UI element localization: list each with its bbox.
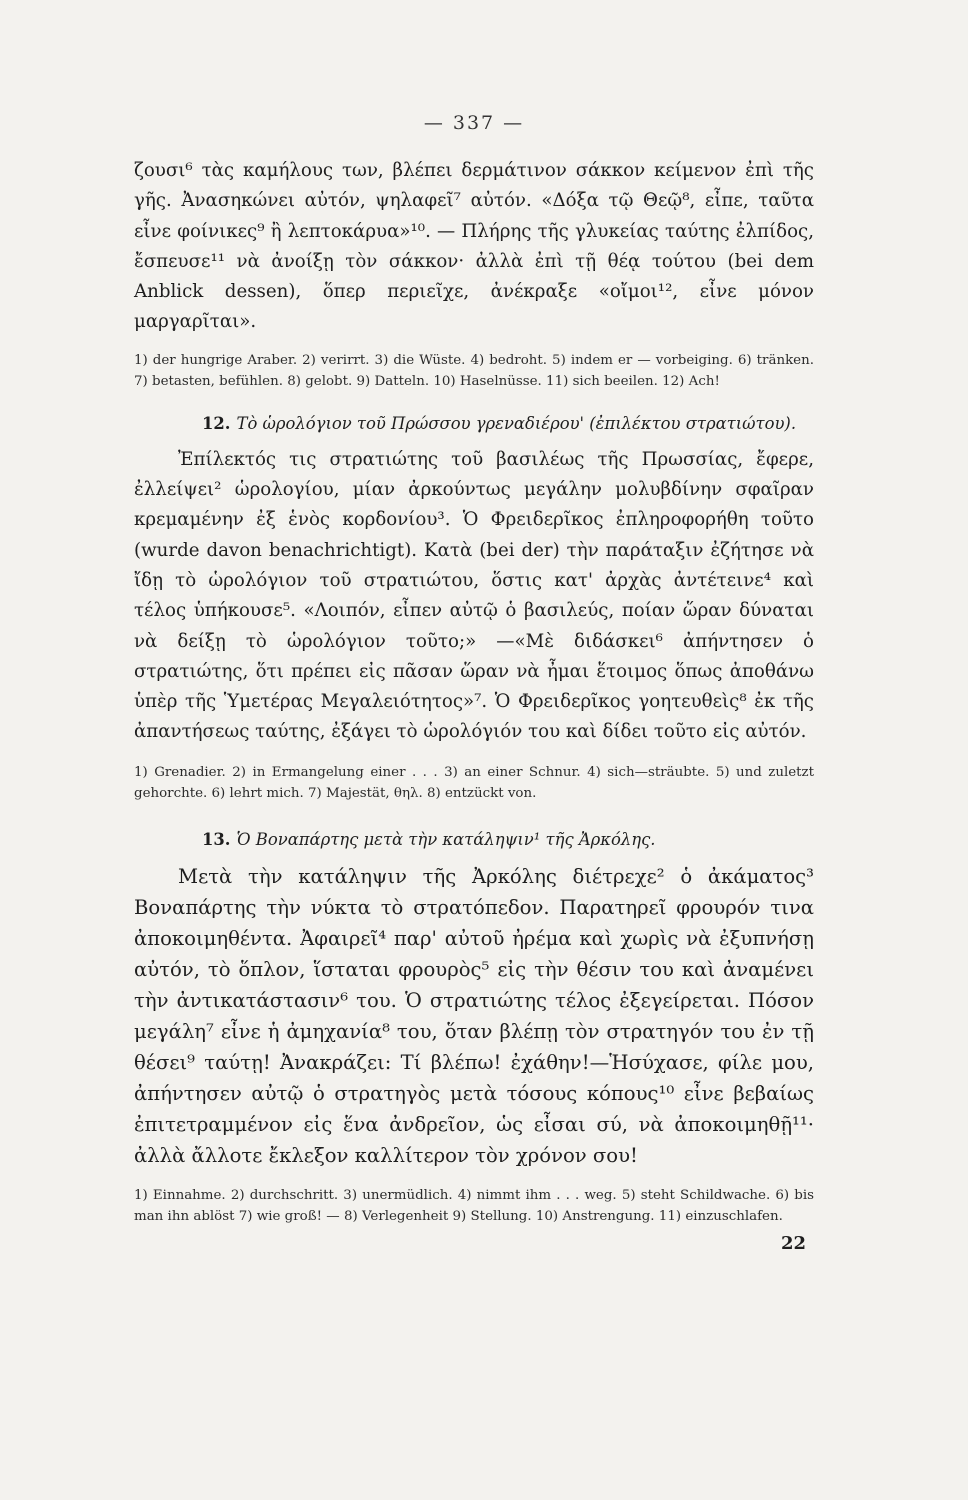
page-number: 22 (780, 1232, 806, 1254)
page-header: — 337 — (423, 112, 525, 134)
paragraph-section-12: Ἐπίλεκτός τις στρατιώτης τοῦ βασιλέως τῆς Πρωσσίας, ἔφερε, ἐλλείψει² ὡρολογίου, μίαν ἀρκούντως μεγάλην μολυβδίνην σφαῖραν κρεμαμένην ἐξ ἑνὸς κορδονίου³. Ὁ Φρειδερῖκος ἐπληροφορήθη τοῦτο (wurde davon benachrichtigt). Κατὰ (bei der) τὴν παράταξιν ἐζήτησε νὰ ἴδῃ τὸ ὡρολόγιον τοῦ στρατιώτου, ὅστις κατ' ἀρχὰς ἀντέτεινε⁴ καὶ τέλος ὑπήκουσε⁵. «Λοιπόν, εἶπεν αὐτῷ ὁ βασιλεύς, ποίαν ὥραν δύναται νὰ δείξῃ τὸ ὡρολόγιον τοῦτο;» —«Μὲ διδάσκει⁶ ἀπήντησεν ὁ στρατιώτης, ὅτι πρέπει εἰς πᾶσαν ὥραν νὰ ἦμαι ἕτοιμος ὅπως ἀποθάνω ὑπὲρ τῆς Ὑμετέρας Μεγαλειότητος»⁷. Ὁ Φρειδερῖκος γοητευθεὶς⁸ ἐκ τῆς ἀπαντήσεως ταύτης, ἐξάγει τὸ ὡρολόγιόν του καὶ δίδει τοῦτο εἰς αὐτόν. (134, 448, 814, 743)
footnotes-section-13: 1) Einnahme. 2) durchschritt. 3) unermüdlich. 4) nimmt ihm . . . weg. 5) steht Schildwache. 6) bis man ihn ablöst 7) wie groß! — 8) Verlegenheit 9) Stellung. 10) Anstrengung. 11) einzuschlafen. (134, 1187, 814, 1224)
section-12-title (134, 414, 814, 433)
footnotes-section-12: 1) Grenadier. 2) in Ermangelung einer . . . 3) an einer Schnur. 4) sich—sträubte. 5) und zuletzt gehorchte. 6) lehrt mich. 7) Majestät, θηλ. 8) entzückt von. (134, 764, 814, 801)
section-13-heading: Ὁ Βοναπάρτης μετὰ τὴν κατάληψιν¹ τῆς Ἀρκόλης. (236, 829, 656, 849)
section-13-number: 13. (202, 829, 231, 849)
section-12-number: 12. (202, 413, 231, 433)
section-12-heading: Τὸ ὡρολόγιον τοῦ Πρώσσου γρεναδιέρου' (ἐπιλέκτου στρατιώτου). (236, 413, 797, 433)
footnotes-section-11: 1) der hungrige Araber. 2) verirrt. 3) die Wüste. 4) bedroht. 5) indem er — vorbeiging. 6) tränken. 7) betasten, befühlen. 8) gelobt. 9) Datteln. 10) Haselnüsse. 11) sich beeilen. 12) Ach! (134, 352, 814, 389)
section-13-title (134, 830, 814, 849)
book-page (134, 112, 814, 1254)
paragraph-section-13: Μετὰ τὴν κατάληψιν τῆς Ἀρκόλης διέτρεχε² ὁ ἀκάματος³ Βοναπάρτης τὴν νύκτα τὸ στρατόπεδον. Παρατηρεῖ φρουρόν τινα ἀποκοιμηθέντα. Ἀφαιρεῖ⁴ παρ' αὐτοῦ ἠρέμα καὶ χωρὶς νὰ ἐξυπνήσῃ αὐτόν, τὸ ὅπλον, ἵσταται φρουρὸς⁵ εἰς τὴν θέσιν του καὶ ἀναμένει τὴν ἀντικατάστασιν⁶ του. Ὁ στρατιώτης τέλος ἐξεγείρεται. Πόσον μεγάλη⁷ εἶνε ἡ ἀμηχανία⁸ του, ὅταν βλέπῃ τὸν στρατηγόν του ἐν τῇ θέσει⁹ ταύτῃ! Ἀνακράζει: Τί βλέπω! ἐχάθην!—Ἡσύχασε, φίλε μου, ἀπήντησεν αὐτῷ ὁ στρατηγὸς μετὰ τόσους κόπους¹⁰ εἶνε βεβαίως ἐπιτετραμμένον εἰς ἕνα ἀνδρεῖον, ὡς εἶσαι σύ, νὰ ἀποκοιμηθῇ¹¹· ἀλλὰ ἄλλοτε ἔκλεξον καλλίτερον τὸν χρόνον σου! (134, 864, 814, 1167)
paragraph-continuation: ζουσι⁶ τὰς καμήλους των, βλέπει δερμάτινον σάκκον κείμενον ἐπὶ τῆς γῆς. Ἀνασηκώνει αὐτόν, ψηλαφεῖ⁷ αὐτόν. «Δόξα τῷ Θεῷ⁸, εἶπε, ταῦτα εἶνε φοίνικες⁹ ἢ λεπτοκάρυα»¹⁰. — Πλήρης τῆς γλυκείας ταύτης ἐλπίδος, ἔσπευσε¹¹ νὰ ἀνοίξῃ τὸν σάκκον· ἀλλὰ ἐπὶ τῇ θέᾳ τούτου (bei dem Anblick dessen), ὅπερ περιεῖχε, ἀνέκραξε «οἴμοι¹², εἶνε μόνον μαργαρῖται». (134, 160, 814, 333)
